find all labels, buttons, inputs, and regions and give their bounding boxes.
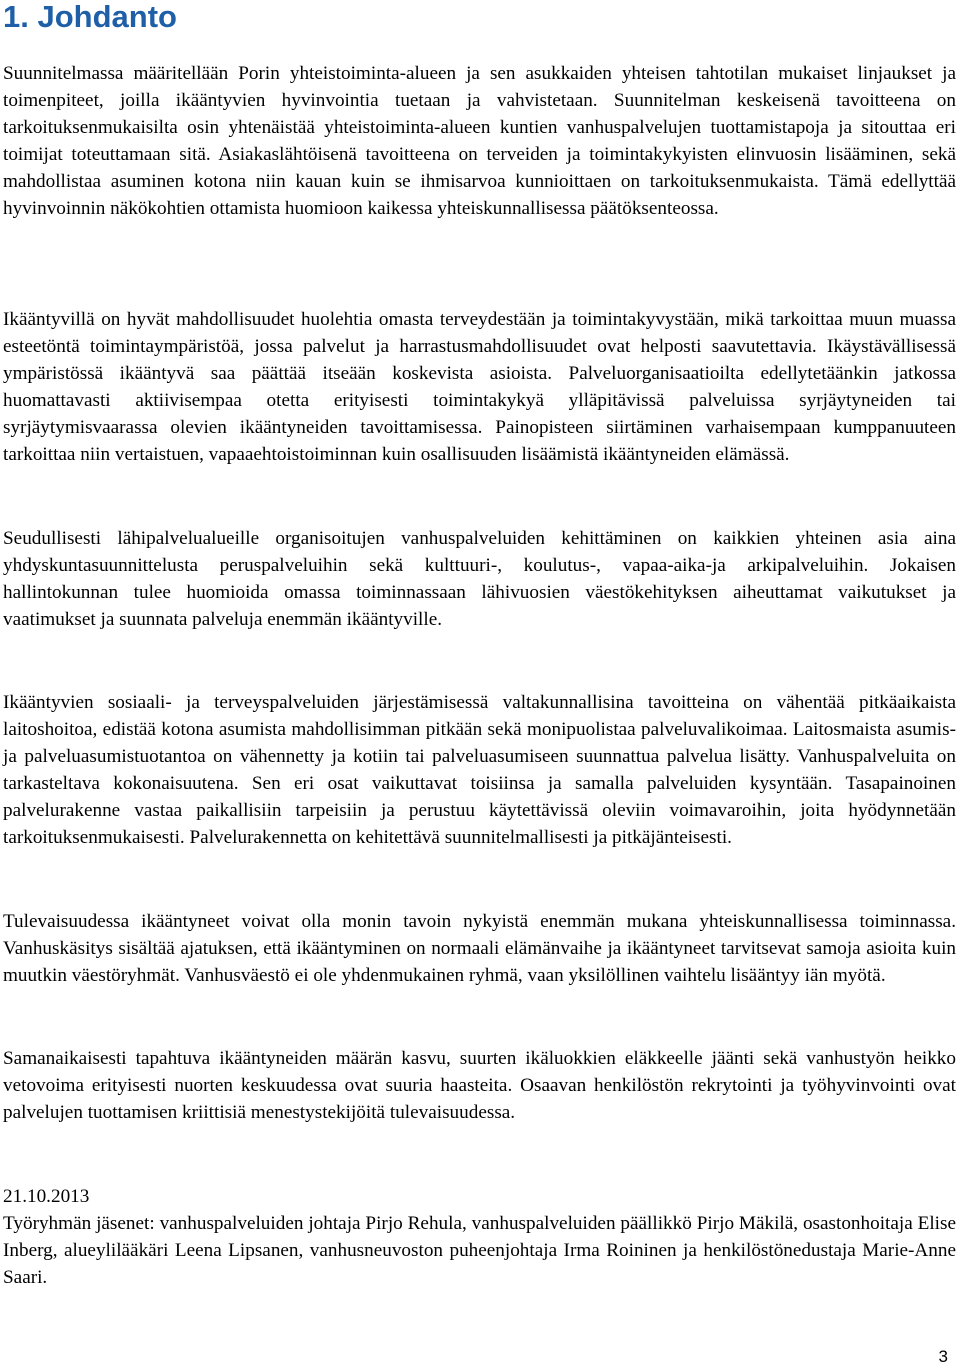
page-number: 3 [938,1347,948,1366]
paragraph-challenges: Samanaikaisesti tapahtuva ikääntyneiden määrän kasvu, suurten ikäluokkien eläkkeelle jäänti sekä vanhustyön heikko vetovoima erityisesti nuorten keskuudessa ovat suuria haasteita. Osaavan henkilöstön rekrytointi ja työhyvinvointi ovat palvelujen tuottamisen kriittisiä menestystekijöitä tulevaisuudessa. [3,1048,956,1123]
document-page [3,0,956,1288]
paragraph-intro: Suunnitelmassa määritellään Porin yhteistoiminta-alueen ja sen asukkaiden yhteisen tahtotilan mukaiset linjaukset ja toimenpiteet, joilla ikääntyvien hyvinvointia tuetaan ja vahvistetaan. Suunnitelman keskeisenä tavoitteena on tarkoituksenmukaisilta osin yhtenäistää yhteistoiminta-alueen kuntien vanhuspalvelujen tuottamistapoja ja sitouttaa eri toimijat toteuttamaan sitä. Asiakaslähtöisenä tavoitteena on terveiden ja toimintakykyisten elinvuosin lisääminen, sekä mahdollistaa asuminen kotona niin kauan kuin se ihmisarvoa kunnioittaen on tarkoituksenmukaista. Tämä edellyttää hyvinvoinnin näkökohtien ottamista huomioon kaikessa yhteiskunnallisessa päätöksenteossa. [3,63,956,219]
paragraph-future: Tulevaisuudessa ikääntyneet voivat olla monin tavoin nykyistä enemmän mukana yhteiskunnallisessa toiminnassa. Vanhuskäsitys sisältää ajatuksen, että ikääntyminen on normaali elämänvaihe ja ikääntyneet tarvitsevat samoja asioita kuin muutkin väestöryhmät. Vanhusväestö ei ole yhdenmukainen ryhmä, vaan yksilöllinen vaihtelu lisääntyy iän myötä. [3,911,956,986]
section-heading: 1. Johdanto [3,0,177,34]
paragraph-social-health-services: Ikääntyvien sosiaali- ja terveyspalveluiden järjestämisessä valtakunnallisina tavoitteina on vähentää pitkäaikaista laitoshoitoa, edistää kotona asumista mahdollisimman pitkään sekä monipuolistaa palveluvalikoimaa. Laitosmaista asumis- ja palveluasumistuotantoa on vähennetty ja kotiin tai palveluasumiseen suunnattua palvelua lisätty. Vanhuspalveluita on tarkasteltava kokonaisuutena. Sen eri osat vaikuttavat toisiinsa ja samalla palveluiden kysyntään. Tasapainoinen palvelurakenne vastaa paikallisiin tarpeisiin ja perustuu käytettävissä oleviin voimavaroihin, joita hyödynnetään tarkoituksenmukaisesti. Palvelurakennetta on kehitettävä suunnitelmallisesti ja pitkäjänteisesti. [3,692,956,848]
working-group-members: Työryhmän jäsenet: vanhuspalveluiden johtaja Pirjo Rehula, vanhuspalveluiden päällikkö Pirjo Mäkilä, osastonhoitaja Elise Inberg, alueylilääkäri Leena Lipsanen, vanhusneuvoston puheenjohtaja Irma Roininen ja henkilöstönedustaja Marie-Anne Saari. [3,1213,956,1288]
paragraph-ageing-opportunities: Ikääntyvillä on hyvät mahdollisuudet huolehtia omasta terveydestään ja toimintakyvystään, mikä tarkoittaa muun muassa esteetöntä toimintaympäristöä, jossa palvelut ja harrastusmahdollisuudet ovat helposti saavutettavia. Ikäystävällisessä ympäristössä ikääntyvä saa päättää itseään koskevista asioista. Palveluorganisaatioilta edellytetäänkin jatkossa huomattavasti aktiivisempaa otetta erityisesti toimintakykyä ylläpitävissä palveluissa syrjäytyneiden tai syrjäytymisvaarassa olevien ikääntyneiden tavoittamisessa. Painopisteen siirtäminen varhaisempaan kumppanuuteen tarkoittaa niin vertaistuen, vapaaehtoistoiminnan kuin osallisuuden lisäämistä ikääntyneiden elämässä. [3,309,956,465]
document-date: 21.10.2013 [3,1186,90,1207]
paragraph-regional-services: Seudullisesti lähipalvelualueille organisoitujen vanhuspalveluiden kehittäminen on kaikkien yhteinen asia aina yhdyskuntasuunnittelusta peruspalveluihin sekä kulttuuri-, koulutus-, vapaa-aika-ja arkipalveluihin. Jokaisen hallintokunnan tulee huomioida omassa toiminnassaan lähivuosien väestökehityksen aiheuttamat vaikutukset ja vaatimukset ja suunnata palveluja enemmän ikääntyville. [3,528,956,630]
